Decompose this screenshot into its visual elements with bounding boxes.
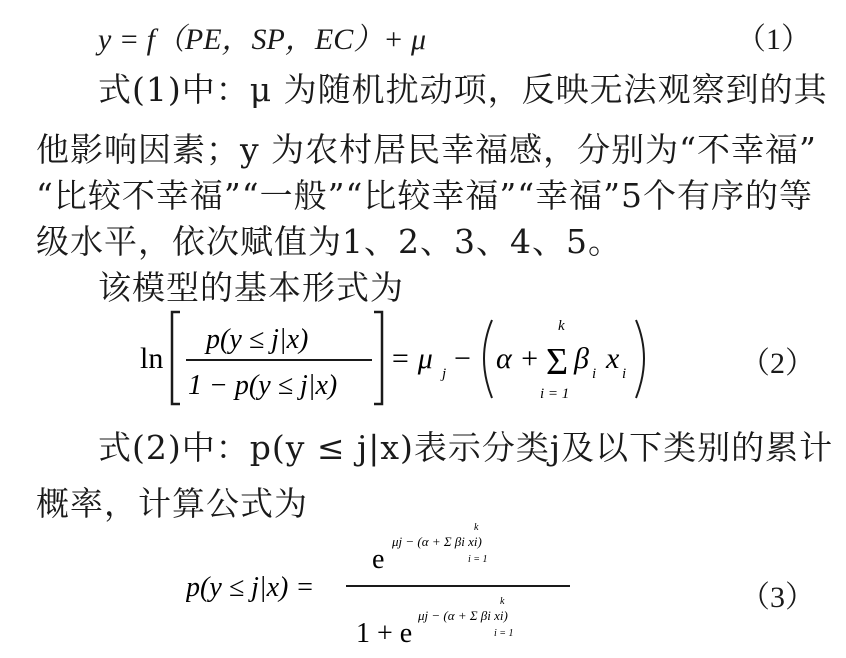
eq1-lhs: y bbox=[98, 23, 112, 56]
eq2-ln: ln bbox=[140, 342, 164, 375]
equation-3-number: （3） bbox=[740, 581, 815, 614]
para3-line1: 式(2)中：p(y ≤ j|x)表示分类j及以下类别的累计 bbox=[98, 428, 834, 467]
eq3-num-base: e bbox=[372, 544, 385, 575]
equation-1-number: （1） bbox=[736, 23, 811, 56]
eq2-x-sub: i bbox=[622, 366, 627, 382]
equation-2-number: （2） bbox=[740, 347, 815, 380]
eq1-rhs: = f（PE，SP，EC）+ μ bbox=[118, 23, 427, 56]
eq2-sum-bottom: i = 1 bbox=[540, 386, 570, 402]
para2-line1: 该模型的基本形式为 bbox=[98, 268, 404, 307]
eq3-den-sum-bottom: i = 1 bbox=[494, 628, 514, 639]
eq2-x: x bbox=[606, 342, 620, 375]
eq2-mu: = μ bbox=[390, 342, 433, 375]
eq2-beta-sub: i bbox=[592, 366, 597, 382]
para1-line1: 式(1)中：μ 为随机扰动项，反映无法观察到的其 bbox=[98, 70, 828, 109]
eq2-beta: β bbox=[574, 342, 589, 375]
eq3-num-exponent: μj − (α + Σ βi xi) bbox=[392, 534, 482, 549]
eq3-den-sum-top: k bbox=[500, 596, 505, 607]
equation-1 bbox=[98, 14, 426, 58]
equation-2-svg bbox=[140, 306, 680, 410]
eq2-sum-top: k bbox=[558, 318, 565, 334]
equation-3-svg bbox=[186, 520, 606, 654]
eq2-denominator: 1 − p(y ≤ j|x) bbox=[188, 370, 338, 401]
eq3-den-exponent: μj − (α + Σ βi xi) bbox=[418, 608, 508, 623]
eq3-num-sum-top: k bbox=[474, 522, 479, 533]
para3-line2: 概率，计算公式为 bbox=[36, 484, 308, 523]
equation-2 bbox=[140, 306, 680, 410]
eq3-num-sum-bottom: i = 1 bbox=[468, 554, 488, 565]
eq3-den: 1 + e bbox=[356, 618, 413, 649]
eq2-left-paren bbox=[484, 320, 492, 398]
equation-3 bbox=[186, 520, 606, 654]
eq2-right-paren bbox=[636, 320, 644, 398]
eq2-minus: − bbox=[454, 342, 471, 375]
eq2-numerator: p(y ≤ j|x) bbox=[206, 324, 309, 355]
eq2-mu-sub: j bbox=[442, 366, 447, 382]
para1-line3: “比较不幸福”“一般”“比较幸福”“幸福”5个有序的等 bbox=[36, 176, 813, 215]
eq2-alpha: α + bbox=[496, 342, 540, 375]
eq2-sigma: Σ bbox=[546, 341, 569, 383]
right-bracket bbox=[374, 312, 382, 404]
para1-line4: 级水平，依次赋值为1、2、3、4、5。 bbox=[36, 222, 622, 261]
left-bracket bbox=[172, 312, 180, 404]
para1-line2: 他影响因素；y 为农村居民幸福感，分别为“不幸福” bbox=[36, 130, 817, 169]
eq3-lhs: p(y ≤ j|x) = bbox=[186, 572, 315, 603]
